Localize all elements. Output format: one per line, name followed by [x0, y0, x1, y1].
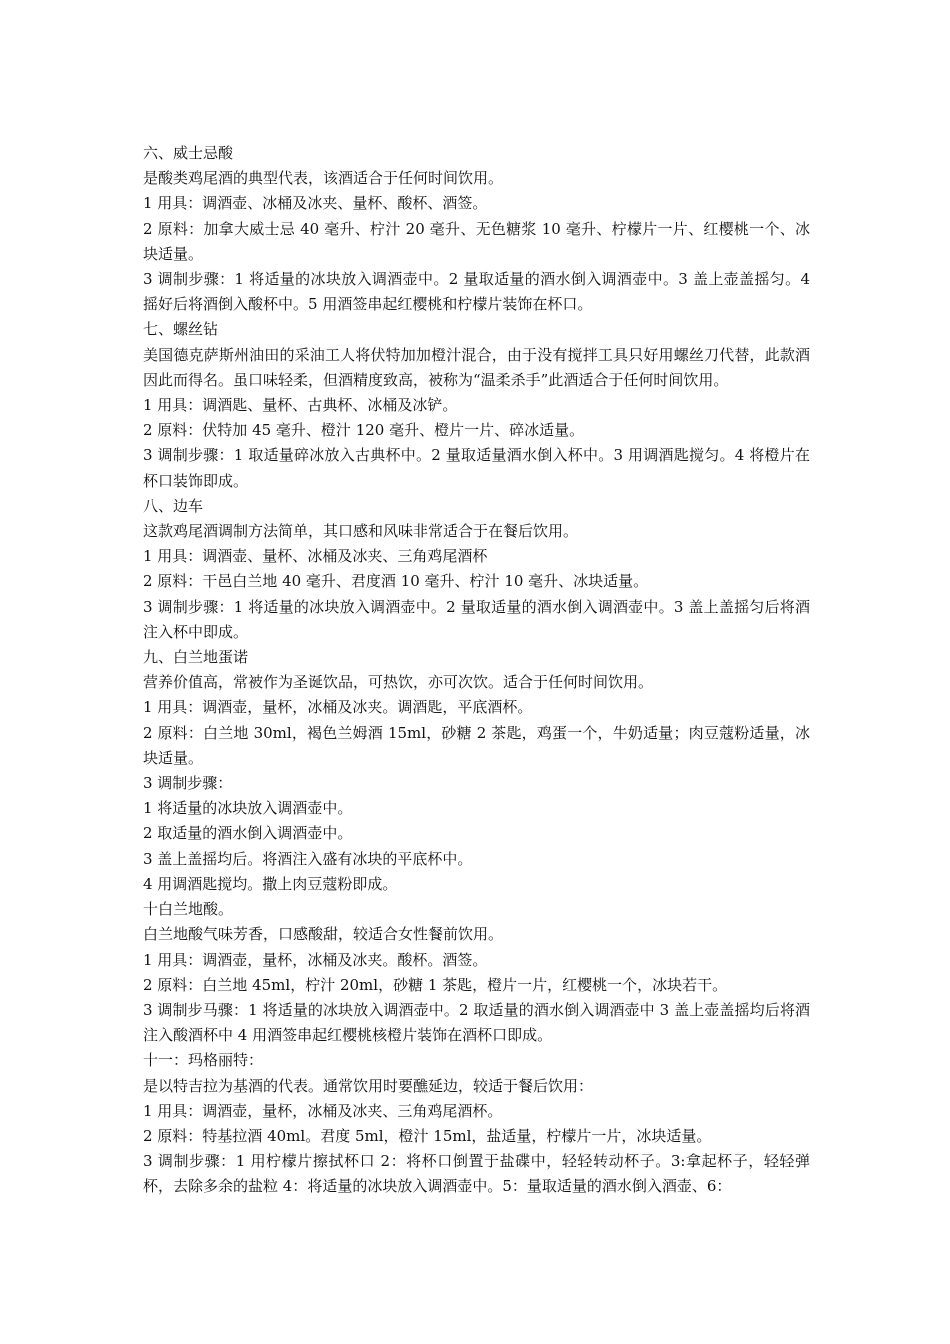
paragraph: 1 用具：调酒壶，量杯，冰桶及冰夹、三角鸡尾酒杯。 [143, 1101, 503, 1120]
paragraph: 2 原料：白兰地 30ml，褐色兰姆酒 15ml，砂糖 2 茶匙，鸡蛋一个，牛奶适量；肉豆蔻粉适量，冰块适量。 [143, 723, 810, 767]
paragraph: 4 用调酒匙搅均。撒上肉豆蔻粉即成。 [143, 874, 398, 893]
paragraph: 3 调制步骤：1 将适量的冰块放入调酒壶中。2 量取适量的酒水倒入调酒壶中。3 盖上壶盖摇匀。4 摇好后将酒倒入酸杯中。5 用酒签串起红樱桃和柠檬片装饰在杯口。 [143, 270, 810, 314]
paragraph: 1 用具：调酒匙、量杯、古典杯、冰桶及冰铲。 [143, 396, 458, 415]
heading-brandy-eggnog: 九、白兰地蛋诺 [143, 648, 249, 667]
paragraph: 3 调制步骤：1 取适量碎冰放入古典杯中。2 量取适量酒水倒入杯中。3 用调酒匙搅匀。4 将橙片在杯口装饰即成。 [143, 446, 810, 490]
paragraph: 1 用具：调酒壶，量杯，冰桶及冰夹。调酒匙，平底酒杯。 [143, 698, 533, 717]
heading-margarita: 十一：玛格丽特： [143, 1051, 264, 1070]
heading-whisky-sour: 六、威士忌酸 [143, 144, 234, 162]
paragraph: 1 将适量的冰块放入调酒壶中。 [143, 799, 353, 818]
paragraph: 2 原料：伏特加 45 毫升、橙汁 120 毫升、橙片一片、碎冰适量。 [143, 421, 585, 440]
paragraph: 是以特吉拉为基酒的代表。通常饮用时要醮延边，较适于餐后饮用： [143, 1076, 594, 1095]
heading-sidecar: 八、边车 [143, 496, 204, 515]
paragraph: 营养价值高，常被作为圣诞饮品，可热饮，亦可次饮。适合于任何时间饮用。 [143, 673, 654, 692]
paragraph: 1 用具：调酒壶、冰桶及冰夹、量杯、酸杯、酒签。 [143, 194, 488, 213]
paragraph: 1 用具：调酒壶、量杯、冰桶及冰夹、三角鸡尾酒杯 [143, 547, 488, 566]
paragraph: 2 原料：特基拉酒 40ml。君度 5ml，橙汁 15ml，盐适量，柠檬片一片，冰块适量。 [143, 1126, 712, 1145]
heading-screwdriver: 七、螺丝钻 [143, 320, 219, 339]
paragraph: 2 原料：白兰地 45ml，柠汁 20ml，砂糖 1 茶匙，橙片一片，红樱桃一个，冰块若干。 [143, 975, 728, 994]
paragraph: 3 盖上盖摇均后。将酒注入盛有冰块的平底杯中。 [143, 849, 473, 868]
paragraph: 3 调制步骤：1 用柠檬片擦拭杯口 2：将杯口倒置于盐碟中，轻轻转动杯子。3:拿起杯子，轻轻弹杯，去除多余的盐粒 4：将适量的冰块放入调酒壶中。5：量取适量的酒水倒入酒壶、6： [143, 1152, 810, 1196]
heading-brandy-sour: 十白兰地酸。 [143, 900, 234, 919]
paragraph: 3 调制步骤： [143, 774, 233, 793]
paragraph: 2 原料：干邑白兰地 40 毫升、君度酒 10 毫升、柠汁 10 毫升、冰块适量。 [143, 572, 649, 591]
paragraph: 这款鸡尾酒调制方法简单，其口感和风味非常适合于在餐后饮用。 [143, 522, 579, 541]
paragraph: 3 调制步骤：1 将适量的冰块放入调酒壶中。2 量取适量的酒水倒入调酒壶中。3 盖上盖摇匀后将酒注入杯中即成。 [143, 597, 810, 641]
paragraph: 1 用具：调酒壶，量杯，冰桶及冰夹。酸杯。酒签。 [143, 950, 488, 969]
document-body [143, 141, 810, 1200]
paragraph: 美国德克萨斯州油田的采油工人将伏特加加橙汁混合，由于没有搅拌工具只好用螺丝刀代替，此款酒因此而得名。虽口味轻柔，但酒精度致高，被称为“温柔杀手”此酒适合于任何时间饮用。 [143, 345, 810, 389]
paragraph: 白兰地酸气味芳香，口感酸甜，较适合女性餐前饮用。 [143, 925, 504, 944]
paragraph: 3 调制步马骤：1 将适量的冰块放入调酒壶中。2 取适量的酒水倒入调酒壶中 3 盖上壶盖摇均后将酒注入酸酒杯中 4 用酒签串起红樱桃核橙片装饰在酒杯口即成。 [143, 1000, 810, 1045]
paragraph: 是酸类鸡尾酒的典型代表，该酒适合于任何时间饮用。 [143, 169, 504, 188]
paragraph: 2 原料：加拿大威士忌 40 毫升、柠汁 20 毫升、无色糖浆 10 毫升、柠檬片一片、红樱桃一个、冰块适量。 [143, 219, 810, 263]
paragraph: 2 取适量的酒水倒入调酒壶中。 [143, 824, 353, 843]
